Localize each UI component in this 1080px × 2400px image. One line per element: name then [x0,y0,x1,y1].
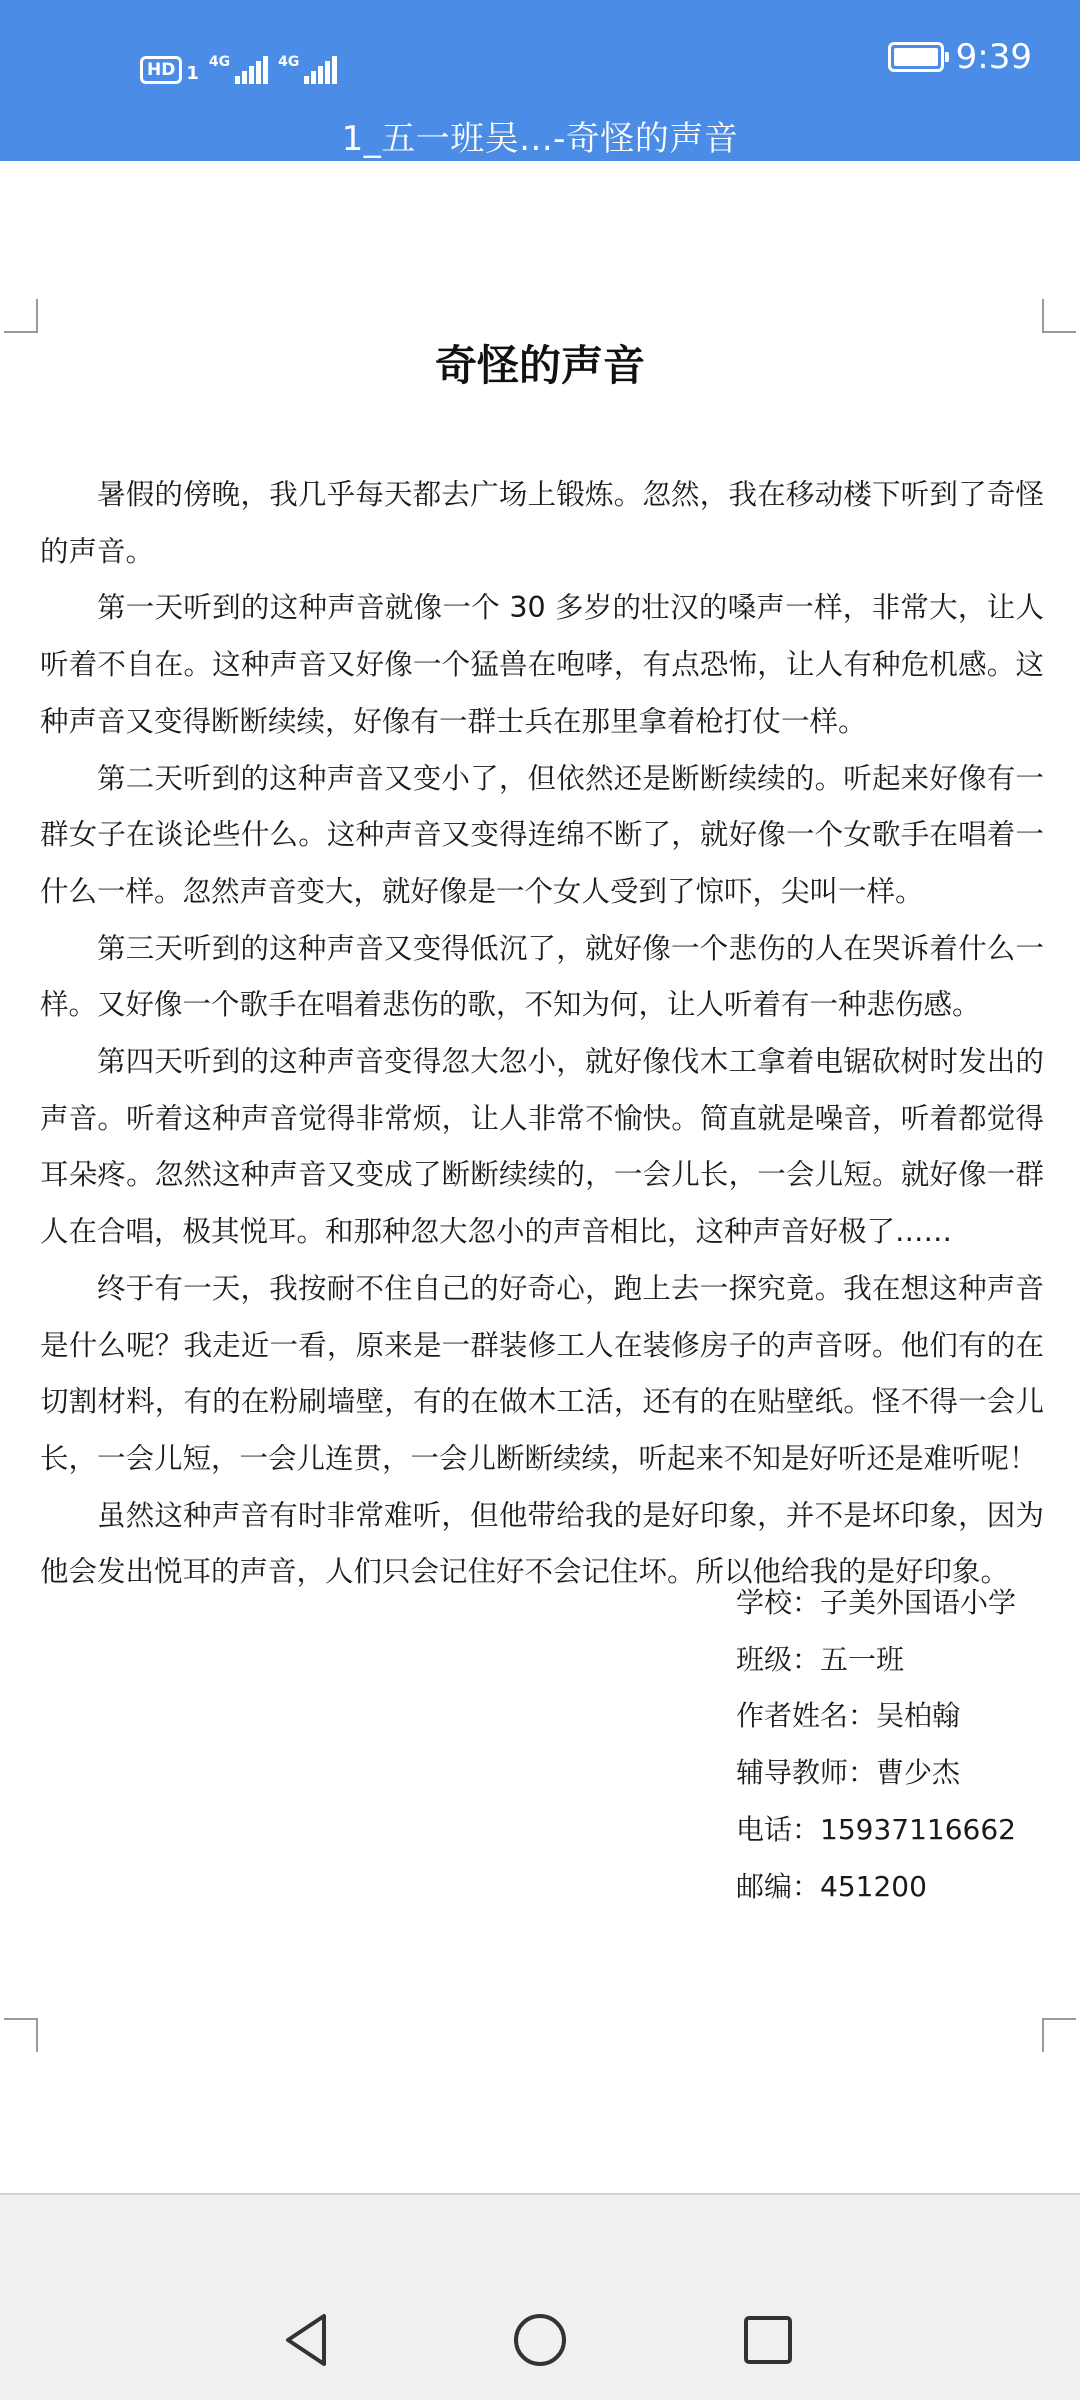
paragraph: 第二天听到的这种声音又变小了，但依然还是断断续续的。听起来好像有一群女子在谈论些什么。这种声音又变得连绵不断了，就好像一个女歌手在唱着一什么一样。忽然声音变大，就好像是一个女人受到了惊吓，尖叫一样。 [40,761,1044,908]
status-indicators [140,44,337,84]
network-type-label-2: 4G [278,54,300,70]
page-corner-mark-bottom-right [1042,2018,1076,2052]
page-corner-mark-top-right [1042,299,1076,333]
square-recent-icon [738,2310,798,2370]
hd-voice-icon: HD [140,56,182,84]
document-name-title: 1_五一班吴...-奇怪的声音 [341,119,739,159]
page-corner-mark-top-left [4,299,38,333]
status-clock: 9:39 [955,37,1032,77]
author-line: 作者姓名：吴柏翰 [736,1699,961,1733]
status-right [888,37,1032,77]
signal-strength-icon-1 [209,56,268,84]
status-bar [0,0,1080,110]
system-navigation-bar [0,2280,1080,2400]
bottom-toolbar-area [0,2193,1080,2280]
paragraph: 虽然这种声音有时非常难听，但他带给我的是好印象，并不是坏印象，因为他会发出悦耳的声音，人们只会记住好不会记住坏。所以他给我的是好印象。 [40,1498,1044,1589]
sim-number: 1 [186,63,199,84]
signal-strength-icon-2 [278,56,337,84]
battery-icon [888,42,944,72]
school-line: 学校：子美外国语小学 [736,1586,1017,1619]
class-line: 班级：五一班 [736,1642,905,1676]
recent-apps-button[interactable] [738,2310,798,2370]
article-title: 奇怪的声音 [434,341,645,390]
circle-home-icon [510,2310,570,2370]
top-header [0,0,1080,161]
paragraph: 暑假的傍晚，我几乎每天都去广场上锻炼。忽然，我在移动楼下听到了奇怪的声音。 [40,478,1044,568]
paragraph: 第三天听到的这种声音又变得低沉了，就好像一个悲伤的人在哭诉着什么一样。又好像一个歌手在唱着悲伤的歌，不知为何，让人听着有一种悲伤感。 [40,931,1044,1022]
page-corner-mark-bottom-left [4,2018,38,2052]
network-type-label-1: 4G [208,54,231,70]
phone-line: 电话：15937116662 [736,1812,1016,1846]
back-button[interactable] [278,2310,338,2370]
teacher-line: 辅导教师：曹少杰 [736,1756,961,1790]
home-button[interactable] [510,2310,570,2370]
title-bar [0,110,1080,161]
paragraph: 第四天听到的这种声音变得忽大忽小，就好像伐木工拿着电锯砍树时发出的声音。听着这种声音觉得非常烦，让人非常不愉快。简直就是噪音，听着都觉得耳朵疼。忽然这种声音又变成了断断续续的，一会儿长，一会儿短。就好像一群人在合唱，极其悦耳。和那种忽大忽小的声音相比，这种声音好极了…… [40,1045,1044,1249]
document-page[interactable] [0,161,1080,2193]
postcode-line: 邮编：451200 [736,1869,927,1903]
paragraph: 终于有一天，我按耐不住自己的好奇心，跑上去一探究竟。我在想这种声音是什么呢？我走近一看，原来是一群装修工人在装修房子的声音呀。他们有的在切割材料，有的在粉刷墙壁，有的在做木工活，还有的在贴壁纸。怪不得一会儿长，一会儿短，一会儿连贯，一会儿断断续续，听起来不知是好听还是难听呢！ [40,1271,1044,1475]
author-info [736,1575,1066,1915]
triangle-back-icon [278,2310,338,2370]
article-body [40,467,1044,1601]
paragraph: 第一天听到的这种声音就像一个 30 多岁的壮汉的嗓声一样，非常大，让人听着不自在。这种声音又好像一个猛兽在咆哮，有点恐怖，让人有种危机感。这种声音又变得断断续续，好像有一群士兵在那里拿着枪打仗一样。 [40,591,1044,738]
